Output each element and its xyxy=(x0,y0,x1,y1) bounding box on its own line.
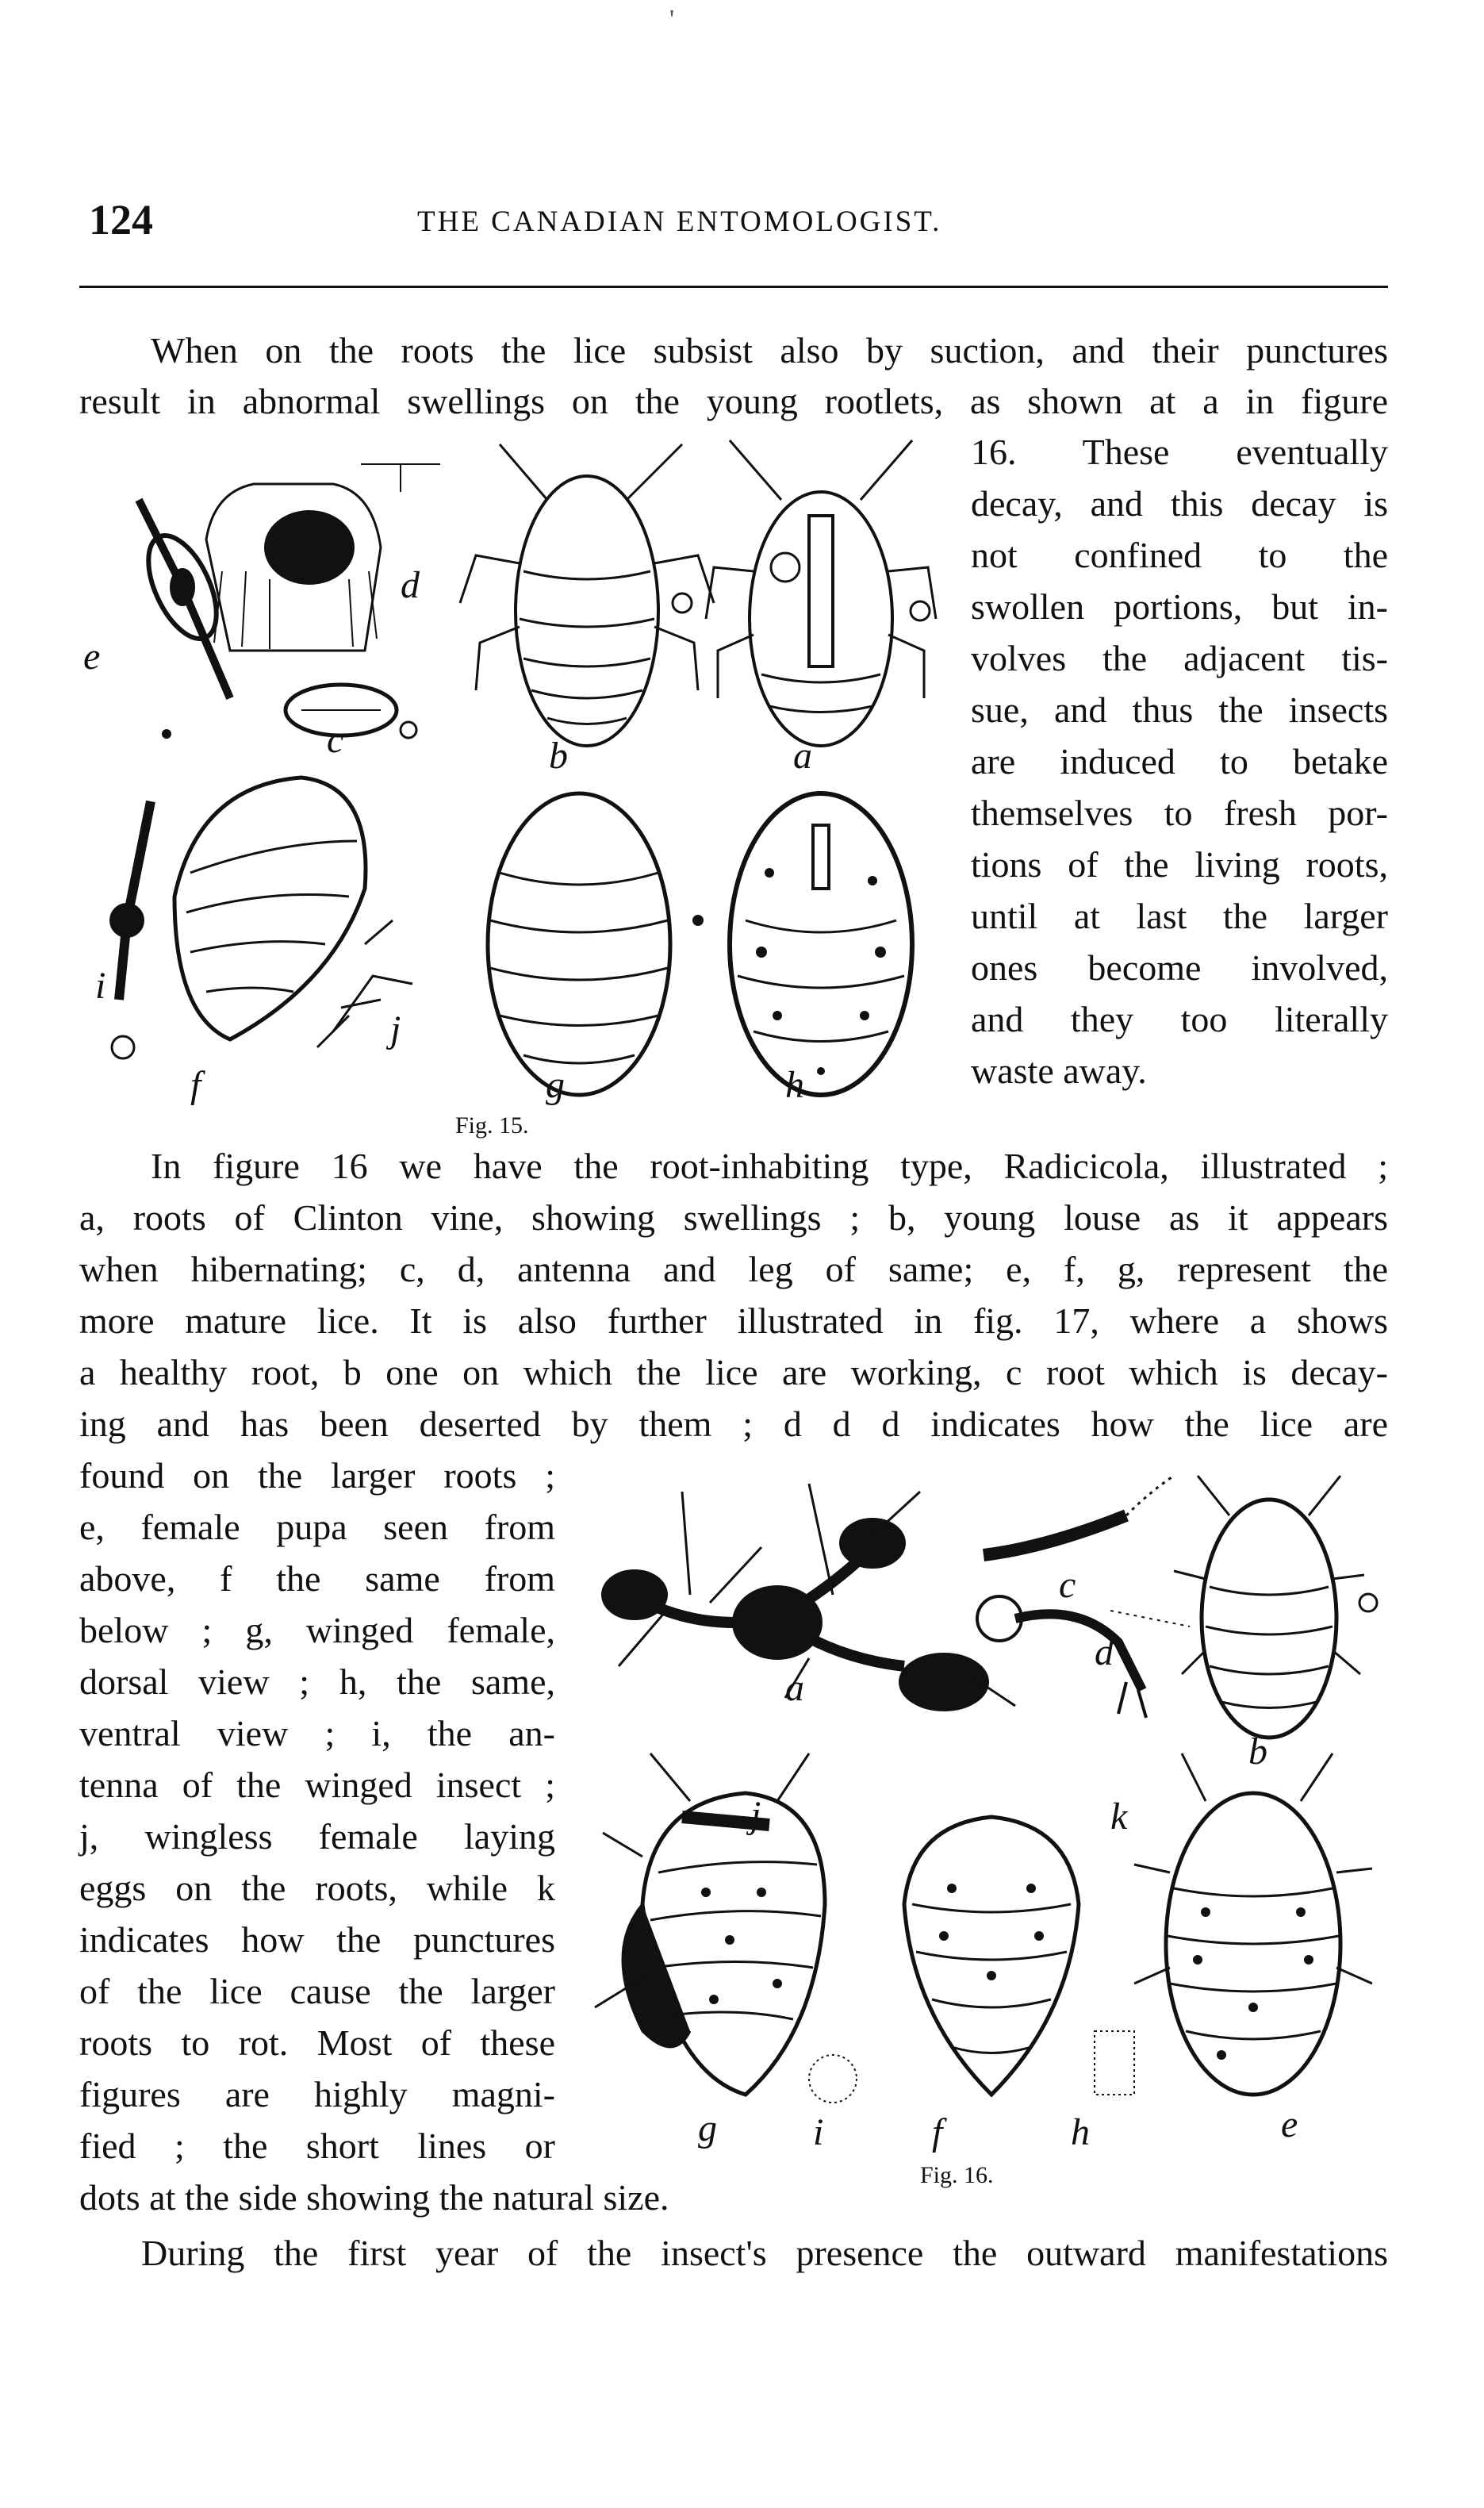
para1-col-line-6: sue, and thus the insects xyxy=(971,689,1388,730)
para2-col-line-1: found on the larger roots ; xyxy=(79,1455,555,1496)
fig16-caption: Fig. 16. xyxy=(920,2162,994,2188)
fig15-label-h: h xyxy=(785,1064,804,1106)
para3-line-1: During the first year of the insect's presence the outward manifestations xyxy=(141,2233,1388,2273)
para1-col-line-13: waste away. xyxy=(971,1050,1147,1091)
figure-16-illustration xyxy=(571,1460,1380,2166)
para2-col-line-13: figures are highly magni- xyxy=(79,2074,555,2114)
fig16-label-b: b xyxy=(1248,1730,1267,1772)
fig15-label-i: i xyxy=(95,965,106,1007)
para2-col-line-4: below ; g, winged female, xyxy=(79,1610,555,1650)
fig15-label-d: d xyxy=(401,564,420,606)
para2-col-line-6: ventral view ; i, the an- xyxy=(79,1713,555,1753)
page-number: 124 xyxy=(89,196,153,244)
header-rule xyxy=(79,286,1388,288)
fig15-label-f: f xyxy=(190,1064,201,1106)
fig16-label-h: h xyxy=(1071,2111,1090,2153)
para2-last-line: dots at the side showing the natural size. xyxy=(79,2177,669,2218)
fig15-label-a: a xyxy=(793,735,812,777)
figure-15-illustration xyxy=(79,428,960,1103)
para1-col-line-4: swollen portions, but in- xyxy=(971,586,1388,627)
fig16-label-e: e xyxy=(1281,2103,1298,2145)
para2-line-4: more mature lice. It is also further illustrated in fig. 17, where a shows xyxy=(79,1300,1388,1341)
para1-col-line-7: are induced to betake xyxy=(971,741,1388,782)
para1-col-line-9: tions of the living roots, xyxy=(971,844,1388,885)
fig16-label-j: j xyxy=(750,1794,761,1836)
para2-col-line-7: tenna of the winged insect ; xyxy=(79,1765,555,1805)
fig15-label-j: j xyxy=(390,1008,401,1050)
fig15-caption: Fig. 15. xyxy=(455,1112,529,1139)
fig15-label-c: c xyxy=(327,719,344,761)
fig15-label-g: g xyxy=(546,1064,565,1106)
para2-col-line-12: roots to rot. Most of these xyxy=(79,2022,555,2063)
para1-col-line-10: until at last the larger xyxy=(971,896,1388,936)
para1-col-line-8: themselves to fresh por- xyxy=(971,793,1388,833)
top-mark: ' xyxy=(669,5,675,34)
para1-col-line-12: and they too literally xyxy=(971,999,1388,1039)
fig16-label-a: a xyxy=(785,1667,804,1709)
fig16-label-c: c xyxy=(1059,1564,1076,1606)
fig16-label-f: f xyxy=(932,2111,943,2153)
para2-col-line-11: of the lice cause the larger xyxy=(79,1971,555,2011)
fig16-label-d: d xyxy=(1095,1631,1114,1673)
para2-col-line-3: above, f the same from xyxy=(79,1558,555,1599)
para2-col-line-5: dorsal view ; h, the same, xyxy=(79,1661,555,1702)
para1-col-line-5: volves the adjacent tis- xyxy=(971,638,1388,678)
para2-line-6: ing and has been deserted by them ; d d d indicates how the lice are xyxy=(79,1404,1388,1444)
fig16-label-i: i xyxy=(813,2111,824,2153)
fig16-label-k: k xyxy=(1110,1796,1128,1838)
para2-col-line-9: eggs on the roots, while k xyxy=(79,1868,555,1908)
para1-line-1: When on the roots the lice subsist also by suction, and their punctures xyxy=(151,330,1388,371)
para2-line-2: a, roots of Clinton vine, showing swellings ; b, young louse as it appears xyxy=(79,1197,1388,1238)
para2-line-5: a healthy root, b one on which the lice are working, c root which is decay- xyxy=(79,1352,1388,1392)
journal-title: THE CANADIAN ENTOMOLOGIST. xyxy=(417,205,942,238)
para1-line-2: result in abnormal swellings on the young rootlets, as shown at a in figure xyxy=(79,381,1388,421)
para1-col-line-3: not confined to the xyxy=(971,535,1388,575)
para2-line-3: when hibernating; c, d, antenna and leg of same; e, f, g, represent the xyxy=(79,1249,1388,1289)
para2-col-line-2: e, female pupa seen from xyxy=(79,1507,555,1547)
para2-line-1: In figure 16 we have the root-inhabiting type, Radicicola, illustrated ; xyxy=(151,1146,1388,1186)
fig15-label-e: e xyxy=(83,636,101,678)
para1-col-line-11: ones become involved, xyxy=(971,947,1388,988)
para1-col-line-1: 16. These eventually xyxy=(971,432,1388,472)
para2-col-line-10: indicates how the punctures xyxy=(79,1919,555,1960)
fig16-label-g: g xyxy=(698,2107,717,2149)
para1-col-line-2: decay, and this decay is xyxy=(971,483,1388,524)
para2-col-line-8: j, wingless female laying xyxy=(79,1816,555,1857)
fig15-label-b: b xyxy=(549,735,568,777)
para2-col-line-14: fied ; the short lines or xyxy=(79,2126,555,2166)
